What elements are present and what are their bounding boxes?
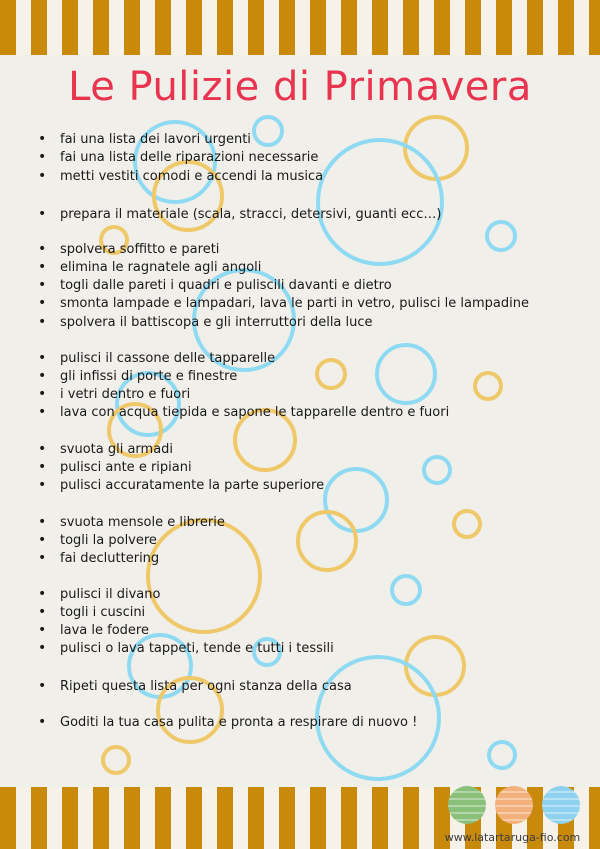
task-item [38, 385, 190, 404]
task-text: togli i cuscini [60, 605, 146, 620]
task-text: Ripeti questa lista per ogni stanza della casa [60, 679, 352, 694]
bullet-icon: • [38, 459, 47, 475]
bullet-icon: • [38, 168, 47, 184]
bullet-icon: • [38, 604, 47, 620]
task-text: svuota mensole e librerie [60, 515, 225, 530]
bullet-icon: • [38, 477, 47, 493]
task-text: pulisci accuratamente la parte superiore [60, 478, 325, 493]
bullet-icon: • [38, 678, 47, 694]
task-text: pulisci ante e ripiani [60, 460, 192, 475]
task-text: Goditi la tua casa pulita e pronta a respirare di nuovo ! [60, 715, 418, 730]
task-text: lava le fodere [60, 623, 149, 638]
website-url: www.latartaruga-fio.com [444, 831, 581, 844]
task-item [38, 240, 219, 259]
bullet-icon: • [38, 259, 47, 275]
task-item [38, 294, 529, 313]
bullet-icon: • [38, 368, 47, 384]
task-item [38, 148, 318, 167]
task-item [38, 313, 373, 332]
bullet-icon: • [38, 314, 47, 330]
task-text: smonta lampade e lampadari, lava le parti in vetro, pulisci le lampadine [60, 296, 529, 311]
page-title: Le Pulizie di Primavera [68, 64, 532, 110]
task-item [38, 713, 417, 732]
task-item [38, 276, 392, 295]
task-text: pulisci il cassone delle tapparelle [60, 351, 276, 366]
bullet-icon: • [38, 295, 47, 311]
orange-badge-icon [495, 786, 533, 824]
bullet-icon: • [38, 131, 47, 147]
task-text: pulisci o lava tappeti, tende e tutti i tessili [60, 641, 334, 656]
bullet-icon: • [38, 441, 47, 457]
task-item [38, 639, 334, 658]
bullet-icon: • [38, 404, 47, 420]
task-item [38, 205, 441, 224]
bullet-icon: • [38, 714, 47, 730]
bullet-icon: • [38, 622, 47, 638]
task-item [38, 513, 225, 532]
task-item [38, 677, 352, 696]
task-item [38, 440, 173, 459]
bullet-icon: • [38, 386, 47, 402]
task-text: prepara il materiale (scala, stracci, detersivi, guanti ecc…) [60, 207, 442, 222]
green-badge-icon [448, 786, 486, 824]
task-text: togli la polvere [60, 533, 157, 548]
task-text: fai una lista dei lavori urgenti [60, 132, 251, 147]
badge-group [448, 786, 588, 826]
task-item [38, 258, 261, 277]
task-item [38, 367, 237, 386]
task-item [38, 621, 149, 640]
bullet-icon: • [38, 149, 47, 165]
task-text: togli dalle pareti i quadri e puliscili davanti e dietro [60, 278, 392, 293]
task-item [38, 130, 251, 149]
task-text: spolvera il battiscopa e gli interruttori della luce [60, 315, 373, 330]
task-text: metti vestiti comodi e accendi la musica [60, 169, 324, 184]
task-text: fai una lista delle riparazioni necessarie [60, 150, 319, 165]
task-text: elimina le ragnatele agli angoli [60, 260, 262, 275]
task-text: fai decluttering [60, 551, 160, 566]
bullet-icon: • [38, 550, 47, 566]
task-text: i vetri dentro e fuori [60, 387, 191, 402]
task-item [38, 531, 157, 550]
task-text: pulisci il divano [60, 587, 161, 602]
task-item [38, 476, 324, 495]
bullet-icon: • [38, 277, 47, 293]
bullet-icon: • [38, 206, 47, 222]
task-item [38, 549, 159, 568]
bullet-icon: • [38, 350, 47, 366]
bullet-icon: • [38, 514, 47, 530]
task-text: gli infissi di porte e finestre [60, 369, 238, 384]
task-item [38, 458, 192, 477]
task-item [38, 167, 323, 186]
blue-badge-icon [542, 786, 580, 824]
bullet-icon: • [38, 241, 47, 257]
bullet-icon: • [38, 640, 47, 656]
task-text: lava con acqua tiepida e sapone le tapparelle dentro e fuori [60, 405, 450, 420]
bullet-icon: • [38, 532, 47, 548]
task-item [38, 349, 275, 368]
task-item [38, 585, 160, 604]
task-text: svuota gli armadi [60, 442, 174, 457]
task-item [38, 403, 449, 422]
task-item [38, 603, 145, 622]
bullet-icon: • [38, 586, 47, 602]
task-text: spolvera soffitto e pareti [60, 242, 220, 257]
